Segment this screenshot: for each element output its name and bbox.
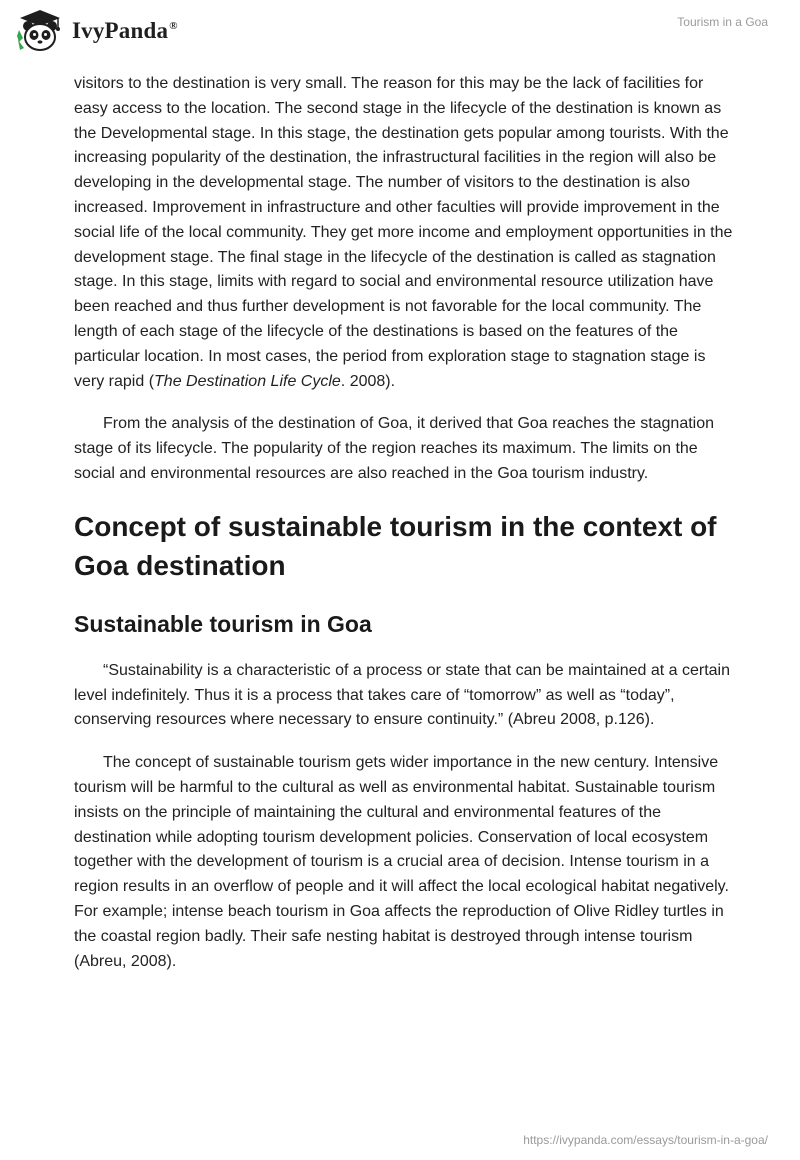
citation-title: The Destination Life Cycle [154, 372, 341, 390]
paragraph-lifecycle: visitors to the destination is very small. The reason for this may be the lack of facilities for easy access to the location. The second stage in the lifecycle of the destination is known as the Developmental stage. In this stage, the destination gets popular among tourists. With the increasing popularity of the destination, the infrastructural facilities in the region will also be developing in the developmental stage. The number of visitors to the destination is also increased. Improvement in infrastructure and other faculties will provide improvement in the social life of the local community. They get more income and employment opportunities in the development stage. The final stage in the lifecycle of the destination is called as stagnation stage. In this stage, limits with regard to social and environmental resource utilization have been reached and thus further development is not favorable for the local community. The length of each stage of the lifecycle of the destinations is based on the features of the particular location. In most cases, the period from exploration stage to stagnation stage is very rapid (The Destination Life Cycle. 2008). [74, 75, 733, 390]
subsection-heading: Sustainable tourism in Goa [74, 610, 372, 637]
ivypanda-logo[interactable] [14, 8, 178, 54]
paragraph-goa-analysis: From the analysis of the destination of Goa, it derived that Goa reaches the stagnation stage of its lifecycle. The popularity of the region reaches its maximum. The limits on the social and environmental resources are also reached in the Goa tourism industry. [74, 415, 715, 482]
paragraph-sustainability-quote: “Sustainability is a characteristic of a process or state that can be maintained at a certain level indefinitely. Thus it is a process that takes care of “tomorrow” as well as “today”, conserving resources where necessary to ensure continuity.” (Abreu 2008, p.126). [74, 661, 730, 729]
document-title: Tourism in a Goa [677, 15, 768, 29]
logo-wordmark: IvyPanda® [72, 18, 178, 43]
essay-content [74, 72, 734, 992]
section-heading: Concept of sustainable tourism in the context of Goa destination [74, 510, 717, 581]
source-url-link[interactable]: https://ivypanda.com/essays/tourism-in-a-goa/ [523, 1133, 768, 1147]
paragraph-sustainable-tourism: The concept of sustainable tourism gets wider importance in the new century. Intensive tourism will be harmful to the cultural as well as environmental habitat. Sustainable tourism insists on the principle of maintaining the cultural and environmental features of the destination while adopting tourism development policies. Conservation of local ecosystem together with the development of tourism is a crucial area of decision. Intense tourism in a region results in an overflow of people and it will affect the local ecological habitat negatively. For example; intense beach tourism in Goa affects the reproduction of Olive Ridley turtles in the coastal region badly. Their safe nesting habitat is destroyed through intense tourism (Abreu, 2008). [74, 754, 729, 970]
panda-graduate-icon [14, 8, 66, 54]
